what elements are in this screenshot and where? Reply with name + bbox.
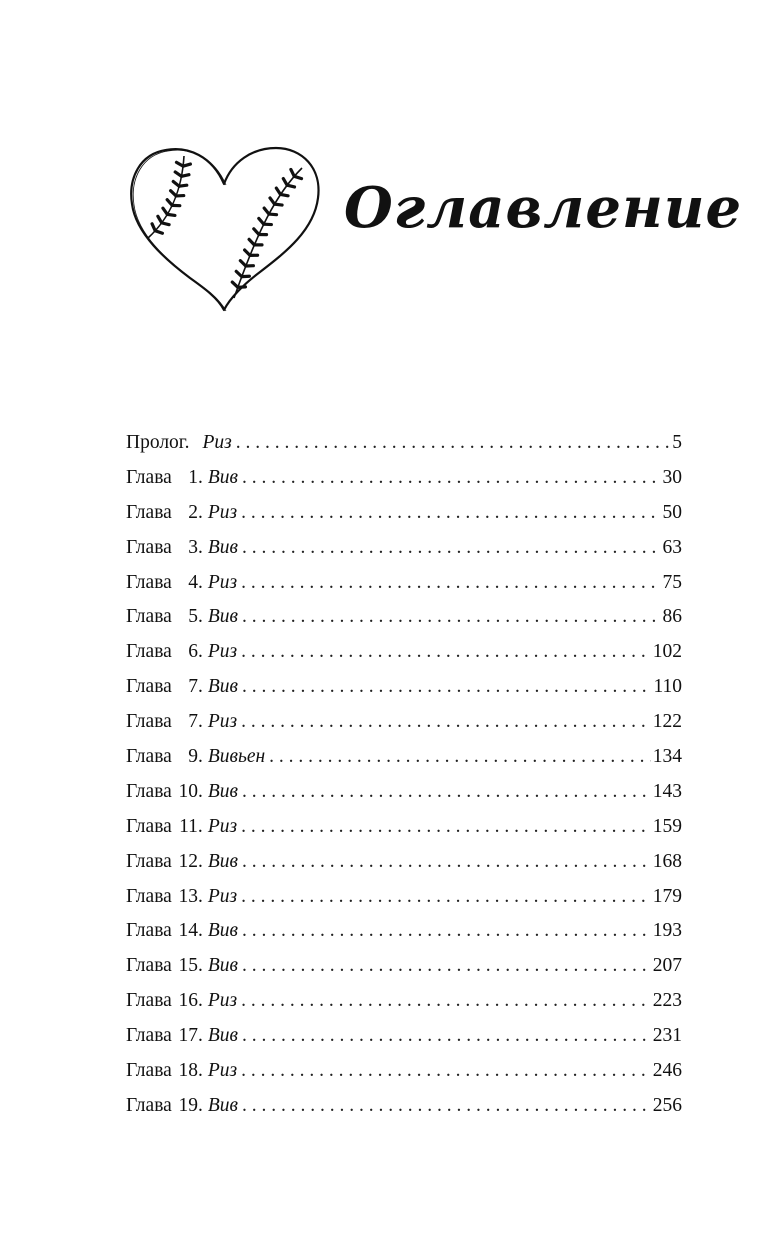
toc-entry-page: 5: [672, 432, 682, 453]
toc-entry: [126, 670, 682, 705]
toc-entry-number: 14.: [178, 920, 203, 942]
seam-stitch: [254, 229, 259, 235]
toc-entry-label: Глава: [126, 466, 172, 488]
toc-entry-leader: [241, 566, 660, 601]
toc-entry-number: 3.: [188, 536, 203, 558]
toc-entry-narrator: Вив: [207, 606, 238, 628]
toc-entry-page: 134: [652, 746, 682, 768]
toc-entry: [126, 531, 682, 566]
toc-entry-leader: [242, 670, 652, 705]
toc-entry-page: 63: [662, 536, 682, 558]
baseball-heart-icon: [126, 138, 322, 314]
toc-entry: [126, 461, 682, 496]
toc-entry-narrator: Риз: [207, 641, 238, 663]
seam-stitch: [270, 198, 275, 204]
toc-entry: [126, 1054, 682, 1089]
toc-entry-number: 1.: [188, 466, 203, 488]
toc-entry-leader: [241, 705, 651, 740]
toc-entry-narrator: Риз: [207, 571, 238, 593]
toc-entry-leader: [242, 600, 661, 635]
toc-entry-narrator: Риз: [207, 711, 238, 733]
toc-entry: [126, 845, 682, 880]
toc-entry-number: 18.: [178, 1060, 203, 1082]
toc-entry-narrator: Риз: [207, 501, 238, 523]
toc-entry: [126, 775, 682, 810]
toc-entry-page: 207: [652, 955, 682, 977]
toc-entry-leader: [242, 1019, 651, 1054]
toc-entry-number: 17.: [178, 1025, 203, 1047]
toc-entry-label: Глава: [126, 780, 172, 802]
toc-entry-label: Глава: [126, 501, 172, 523]
toc-entry-page: 231: [652, 1025, 682, 1047]
toc-entry-label: Глава: [126, 850, 172, 872]
seam-stitch: [276, 188, 280, 194]
toc-entry-narrator: Вив: [207, 676, 238, 698]
toc-entry-narrator: Вив: [207, 920, 238, 942]
toc-entry-leader: [242, 1089, 651, 1124]
toc-entry-narrator: Риз: [207, 990, 238, 1012]
seam-stitch: [175, 172, 181, 176]
toc-entry-page: 122: [652, 711, 682, 733]
toc-entry-label: Глава: [126, 815, 172, 837]
seam-stitch: [152, 224, 155, 231]
seam-stitch: [245, 250, 250, 255]
toc-entry-label: Глава: [126, 746, 172, 768]
seam-stitch: [167, 200, 172, 206]
toc-entry: [126, 740, 682, 775]
toc-entry-page: 102: [652, 641, 682, 663]
toc-entry-number: 7.: [188, 676, 203, 698]
toc-entry-label: Глава: [126, 711, 172, 733]
toc-entry-narrator: Вив: [207, 466, 238, 488]
toc-entry: [126, 426, 682, 461]
seam-stitch: [163, 208, 167, 214]
toc-entry-page: 30: [662, 466, 682, 488]
toc-entry: [126, 635, 682, 670]
toc-entry-number: 15.: [178, 955, 203, 977]
toc-entry-leader: [241, 635, 651, 670]
toc-entry-number: 7.: [188, 711, 203, 733]
toc-entry-page: 223: [652, 990, 682, 1012]
seam-stitch: [249, 239, 254, 245]
toc-entry-label: Глава: [126, 536, 172, 558]
toc-entry: [126, 600, 682, 635]
toc-entry-narrator: Вив: [207, 955, 238, 977]
toc-entry: [126, 949, 682, 984]
toc-entry-number: 10.: [178, 780, 203, 802]
toc-entry-leader: [236, 426, 670, 461]
toc-entry-narrator: Риз: [207, 815, 238, 837]
toc-entry-number: 19.: [178, 1094, 203, 1116]
toc-entry-narrator: Вив: [207, 536, 238, 558]
toc-entry: [126, 880, 682, 915]
toc-entry-leader: [241, 496, 660, 531]
toc-entry-label: Глава: [126, 676, 172, 698]
toc-entry-page: 256: [652, 1094, 682, 1116]
toc-entry-number: 6.: [188, 641, 203, 663]
toc-entry-label: Глава: [126, 920, 172, 942]
toc-entry: [126, 1089, 682, 1124]
toc-entry-label: Глава: [126, 571, 172, 593]
toc-entry-label: Глава: [126, 641, 172, 663]
toc-entry-page: 75: [662, 571, 682, 593]
seam-stitch: [264, 208, 269, 214]
toc-entry-narrator: Риз: [207, 885, 238, 907]
toc-entry-narrator: Вив: [207, 780, 238, 802]
toc-entry-narrator: Риз: [207, 1060, 238, 1082]
toc-entry-page: 110: [653, 676, 682, 698]
toc-list: [126, 426, 682, 1124]
toc-entry-page: 143: [652, 780, 682, 802]
toc-entry: [126, 496, 682, 531]
seam-stitch: [240, 261, 245, 266]
toc-entry-leader: [242, 914, 651, 949]
toc-entry-narrator: Риз: [202, 432, 232, 453]
seam-stitch: [236, 271, 242, 276]
toc-entry-narrator: Вив: [207, 1094, 238, 1116]
toc-entry: [126, 984, 682, 1019]
toc-entry-leader: [241, 810, 651, 845]
toc-title: Оглавление: [344, 175, 743, 241]
toc-entry-number: 12.: [178, 850, 203, 872]
toc-entry-number: 9.: [188, 746, 203, 768]
toc-entry-page: 168: [652, 850, 682, 872]
toc-entry-leader: [242, 949, 651, 984]
toc-entry-narrator: Вивьен: [207, 746, 266, 768]
toc-entry-number: 13.: [178, 885, 203, 907]
toc-entry-leader: [241, 1054, 651, 1089]
toc-entry-label: Глава: [126, 885, 172, 907]
toc-entry-number: 4.: [188, 571, 203, 593]
seam-stitch: [176, 162, 183, 166]
toc-entry: [126, 914, 682, 949]
toc-entry-page: 86: [662, 606, 682, 628]
toc-entry-page: 246: [652, 1060, 682, 1082]
toc-entry: [126, 705, 682, 740]
toc-entry: [126, 566, 682, 601]
toc-entry-label: Пролог.: [126, 432, 190, 453]
seam-stitch: [158, 216, 162, 223]
toc-entry: [126, 810, 682, 845]
toc-header: [118, 128, 743, 328]
toc-entry-label: Глава: [126, 990, 172, 1012]
seam-stitch: [232, 282, 238, 287]
toc-entry-label: Глава: [126, 1060, 172, 1082]
toc-entry-label: Глава: [126, 1094, 172, 1116]
toc-entry-label: Глава: [126, 606, 172, 628]
toc-entry-number: 11.: [179, 815, 203, 837]
seam-stitch: [173, 181, 179, 186]
toc-entry-page: 159: [652, 815, 682, 837]
toc-entry-number: 5.: [188, 606, 203, 628]
toc-entry-leader: [242, 531, 661, 566]
toc-entry-page: 179: [652, 885, 682, 907]
toc-entry-leader: [241, 880, 651, 915]
toc-entry-page: 50: [662, 501, 682, 523]
toc-entry-narrator: Вив: [207, 850, 238, 872]
seam-stitch: [171, 191, 177, 196]
toc-entry-narrator: Вив: [207, 1025, 238, 1047]
toc-entry-label: Глава: [126, 955, 172, 977]
toc-entry: [126, 1019, 682, 1054]
toc-entry-number: 16.: [178, 990, 203, 1012]
toc-entry-leader: [242, 461, 661, 496]
toc-entry-leader: [242, 845, 651, 880]
toc-entry-number: 2.: [188, 501, 203, 523]
seam-stitch: [291, 169, 294, 176]
toc-entry-leader: [241, 984, 651, 1019]
seam-stitch: [283, 179, 287, 186]
toc-entry-leader: [242, 775, 651, 810]
seam-stitch: [259, 218, 264, 224]
toc-entry-label: Глава: [126, 1025, 172, 1047]
toc-entry-page: 193: [652, 920, 682, 942]
toc-entry-leader: [269, 740, 651, 775]
